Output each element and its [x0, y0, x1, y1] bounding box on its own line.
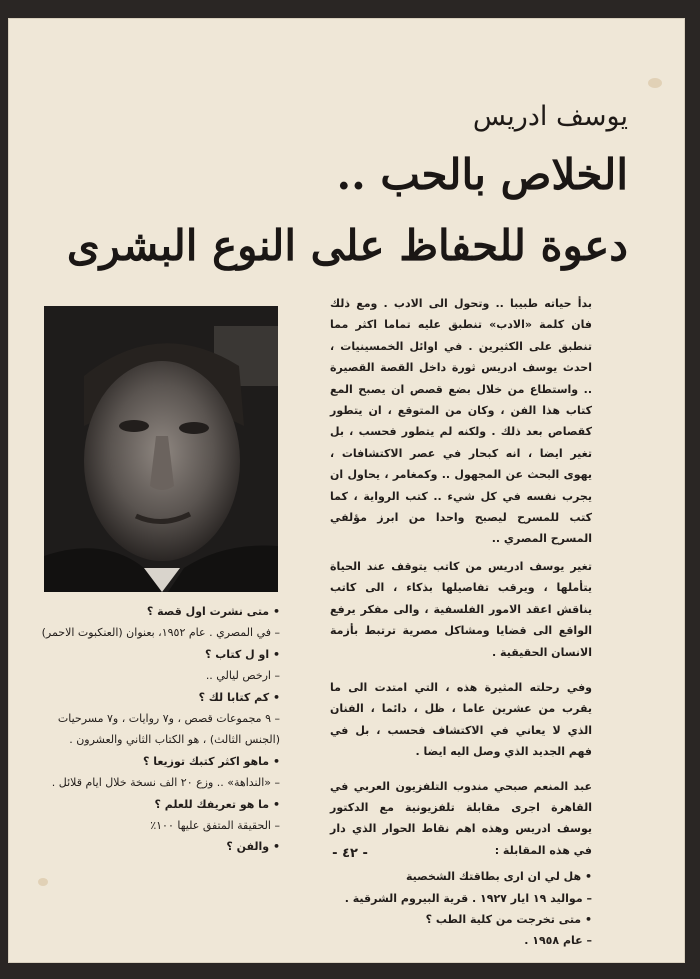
- interview-question: • كم كتابا لك ؟: [198, 690, 280, 704]
- portrait-image: [44, 306, 278, 592]
- author-photo: [44, 306, 278, 592]
- headline-line-1: الخلاص بالحب ..: [336, 150, 628, 199]
- interview-qa: [330, 866, 592, 952]
- interview-question: • هل لي ان ارى بطاقتك الشخصية: [405, 870, 592, 884]
- interview-answer: – ارخص ليالي ..: [205, 669, 280, 683]
- interview-answer: – ٩ مجموعات قصص ، و٧ روايات ، و٧ مسرحيات (الجنس الثالث) ، هو الكتاب الثاني والعشرون .: [57, 712, 280, 747]
- intro-paragraph: بدأ حياته طبيبا .. وتحول الى الادب . ومع ذلك فان كلمة «الادب» تنطبق عليه تماما اكثر مما تنطبق على الكثيرين . في اوائل الخمسينيات ، احدث يوسف ادريس ثورة داخل القصة القصيرة .. واستطاع من خلال بضع قصص ان يصبح المع كتاب هذا الفن ، وكان من المتوقع ، ان يتطور كقصاص بعد ذلك . ولكنه لم يتطور فحسب ، بل تغير ايضا ، انه كبحار في عصر الاكتشافات ، يهوى البحث عن المجهول .. وكمغامر ، يحاول ان يجرب نفسه في كل شيء .. كتب الرواية ، كما كتب للمسرح ليصبح واحدا من ابرز مؤلفي المسرح المصري ..: [330, 297, 592, 546]
- paper-stain: [648, 78, 662, 88]
- body-paragraph: وفي رحلته المثيرة هذه ، التي امتدت الى ما يقرب من عشرين عاما ، ظل ، دائما ، الفنان الذي لا يعاني في الاكتشاف فحسب ، بل في فهم الجديد الذي وصل اليه ايضا .: [330, 680, 592, 759]
- interview-answer: – «النداهة» .. وزع ٢٠ الف نسخة خلال ايام قلائل .: [51, 776, 280, 790]
- interview-left-column: [36, 601, 280, 858]
- page-number: - ٤٢ -: [332, 846, 368, 861]
- interview-answer: – عام ١٩٥٨ .: [524, 934, 592, 948]
- author-name: يوسف ادريس: [472, 101, 628, 132]
- interview-question: • متى نشرت اول قصة ؟: [146, 605, 280, 618]
- interview-question: • متى تخرجت من كلية الطب ؟: [425, 912, 592, 926]
- paper-stain: [38, 878, 48, 886]
- interview-answer: – مواليد ١٩ ايار ١٩٢٧ . قرية البيروم الشرقية .: [344, 891, 592, 905]
- interview-question: • والفن ؟: [226, 840, 280, 854]
- body-paragraph: عبد المنعم صبحي مندوب التلفزيون العربي في القاهرة اجرى مقابلة تلفزيونية مع الدكتور يوسف ادريس وهذه اهم نقاط الحوار الذي دار في هذه المقابلة :: [330, 779, 592, 857]
- body-paragraph: تغير يوسف ادريس من كاتب يتوقف عند الحياة يتأملها ، ويرقب تفاصيلها بذكاء ، الى كاتب يناقش اعقد الامور الفلسفية ، والى مفكر يرفع الواقع الى قضايا ومشاكل مصرية ترتبط بأزمة الانسان الحقيقية .: [330, 559, 592, 659]
- interview-question: • او ل كتاب ؟: [205, 647, 280, 661]
- headline-line-2: دعوة للحفاظ على النوع البشرى: [66, 221, 628, 270]
- interview-answer: – في المصري . عام ١٩٥٢، بعنوان (العنكبوت الاحمر): [41, 626, 280, 640]
- interview-answer: – الحقيقة المتفق عليها ١٠٠٪: [150, 819, 280, 833]
- interview-question: • ما هو تعريفك للعلم ؟: [154, 797, 280, 811]
- interview-question: • ماهو اكثر كتبك توزيعا ؟: [143, 754, 280, 768]
